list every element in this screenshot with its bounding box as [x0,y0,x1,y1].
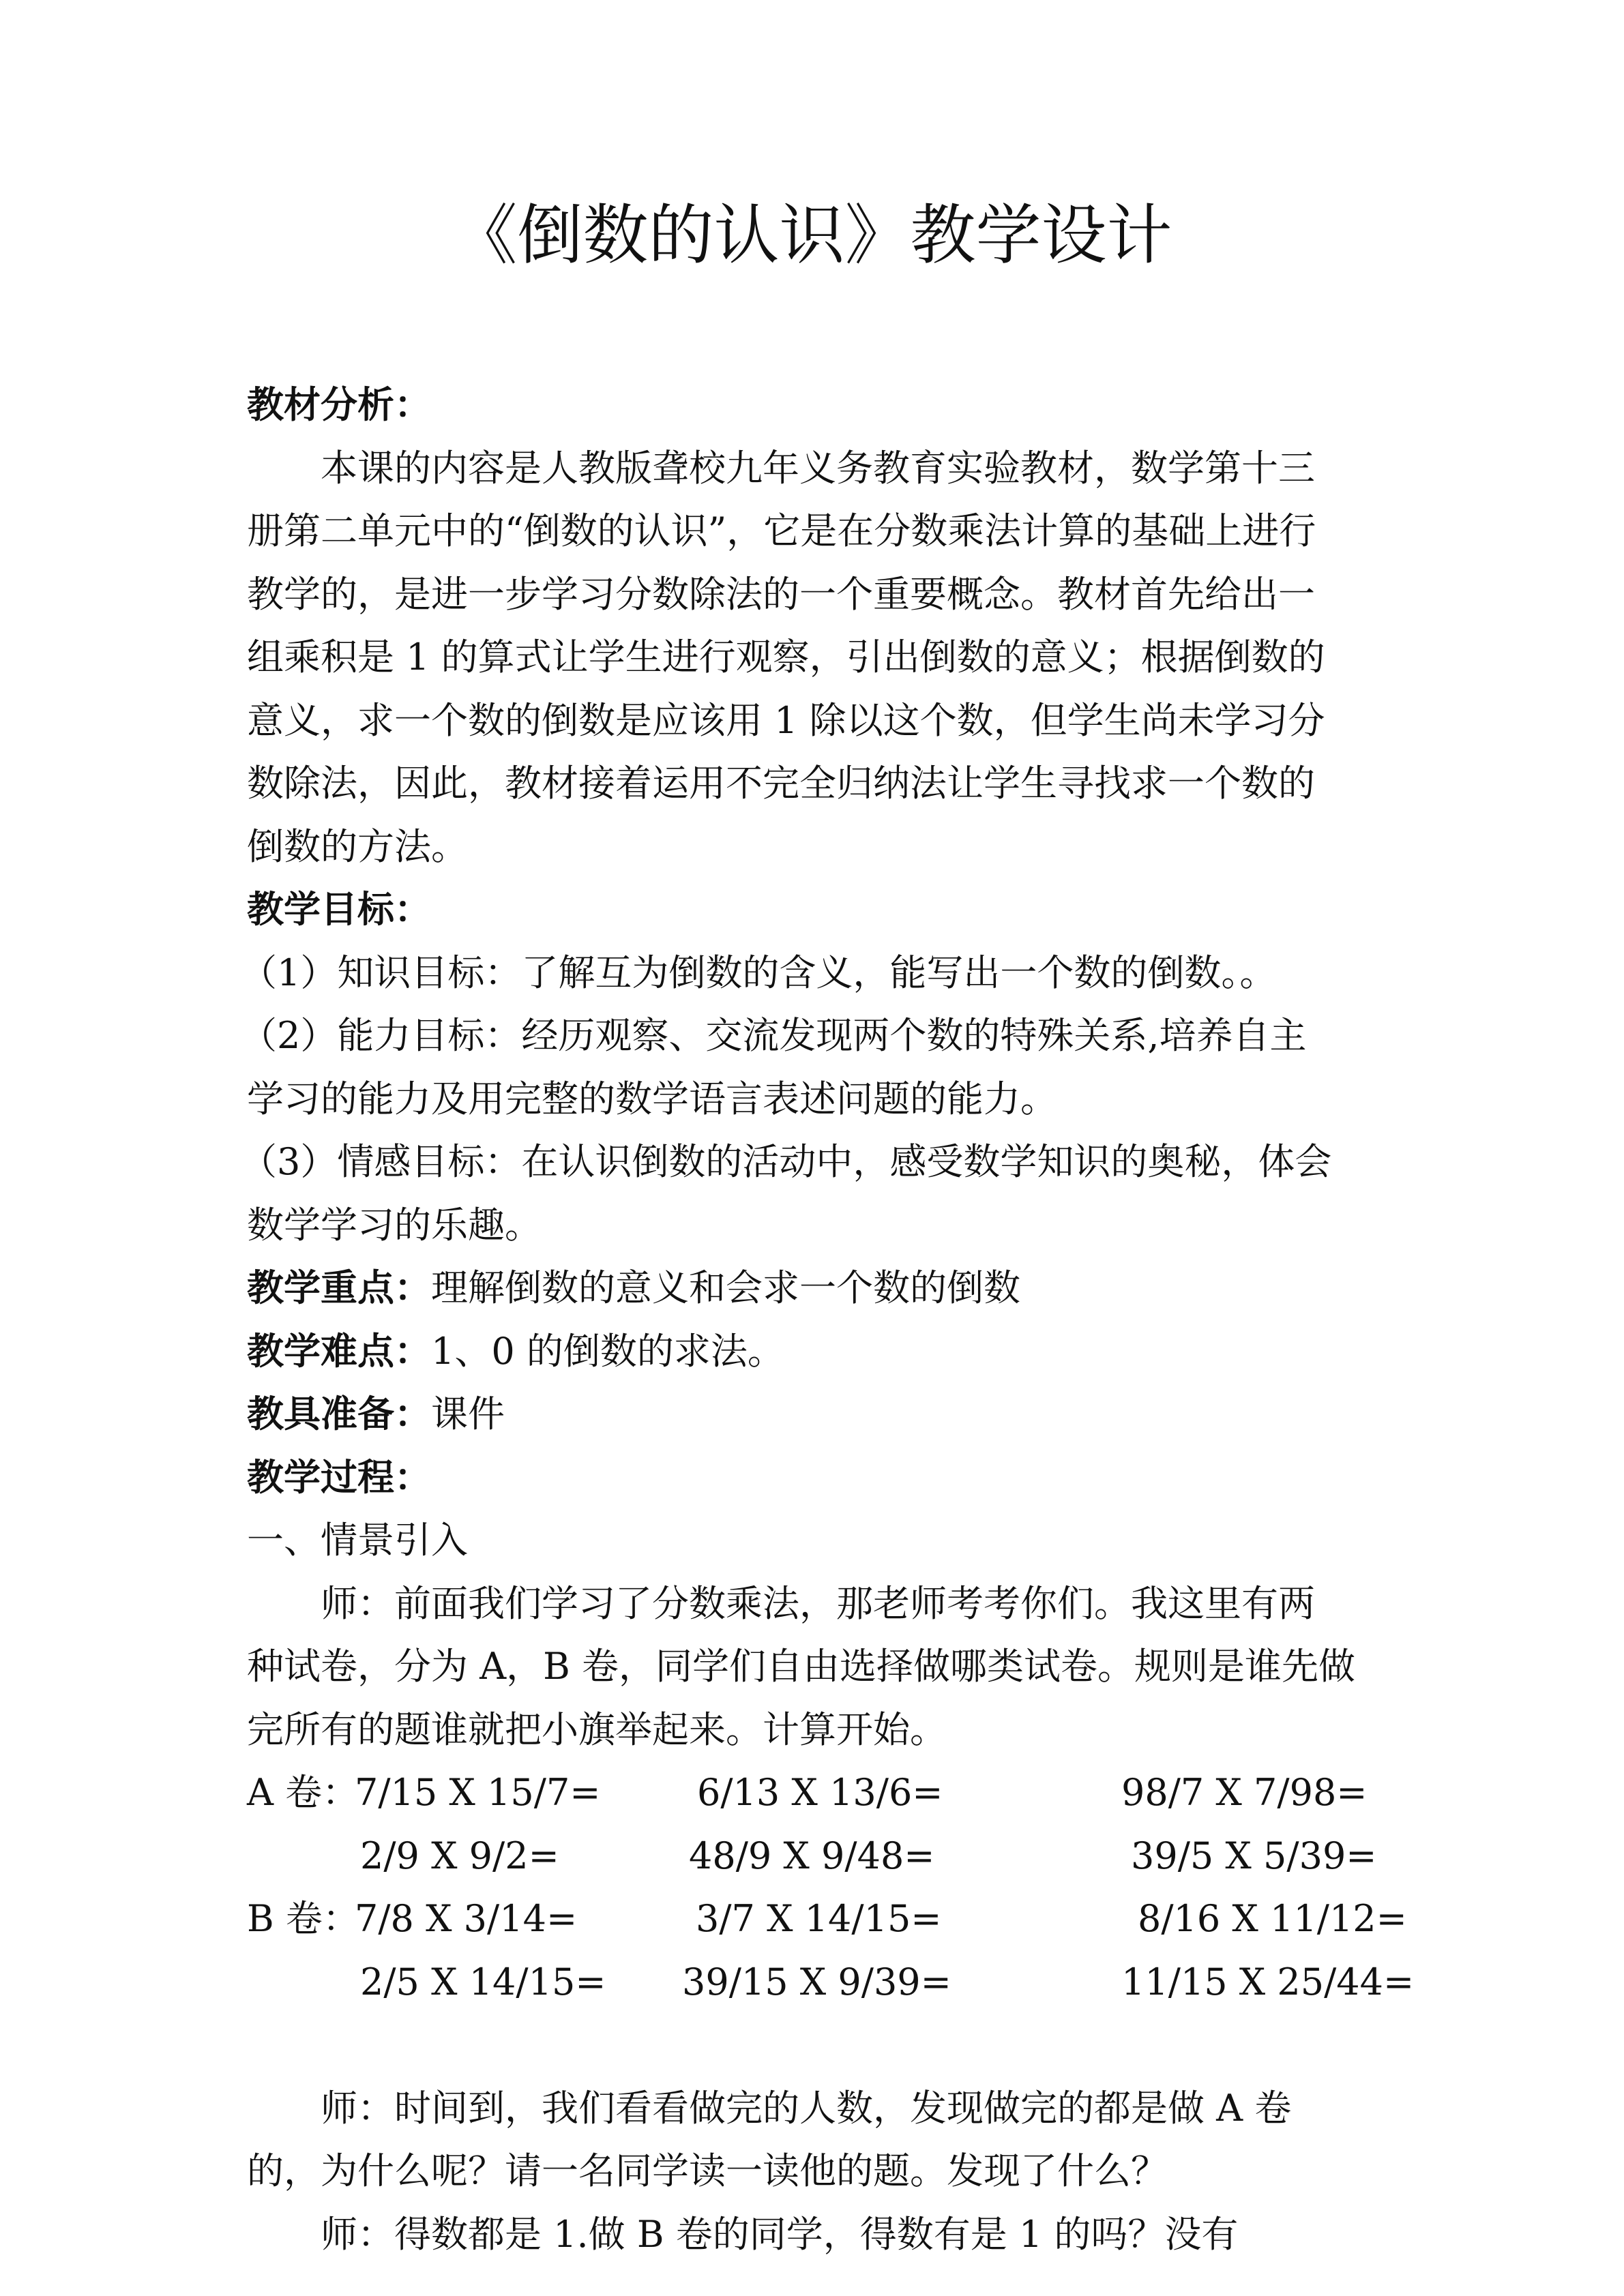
goal-line: （2）能力目标：经历观察、交流发现两个数的特殊关系,培养自主 [240,1014,1307,1057]
difficulty-row [247,1320,1386,1384]
analysis-line: 数除法，因此，教材接着运用不完全归纳法让学生寻找求一个数的 [247,762,1315,805]
exercise-item: 3/7 X 14/15= [696,1897,942,1940]
goal-line: 数学学习的乐趣。 [247,1203,542,1247]
teacher-line: 种试卷，分为 A，B 卷，同学们自由选择做哪类试卷。规则是谁先做 [247,1645,1356,1688]
analysis-line: 本课的内容是人教版聋校九年义务教育实验教材，数学第十三 [321,446,1315,490]
goal-line: （3）情感目标：在认识倒数的活动中，感受数学知识的奥秘，体会 [240,1140,1332,1183]
analysis-line: 教学的，是进一步学习分数除法的一个重要概念。教材首先给出一 [247,572,1315,616]
teacher-line: 师：时间到，我们看看做完的人数，发现做完的都是做 A 卷 [321,2086,1292,2130]
analysis-heading: 教材分析： [247,383,431,426]
analysis-line: 意义，求一个数的倒数是应该用 1 除以这个数，但学生尚未学习分 [247,698,1325,742]
page-title: 《倒数的认识》教学设计 [452,197,1172,273]
key-point-label: 教学重点： [247,1266,431,1309]
exercise-item: 98/7 X 7/98= [1121,1771,1368,1814]
exercise-item: 48/9 X 9/48= [689,1834,935,1877]
tools-text: 课件 [431,1392,505,1435]
teacher-line: 完所有的题谁就把小旗举起来。计算开始。 [247,1708,947,1751]
exercise-item: 7/15 X 15/7= [355,1771,601,1814]
key-point-row [247,1257,1386,1320]
spacer [247,2014,1386,2077]
exercise-item: 39/5 X 5/39= [1131,1834,1377,1877]
exercise-item: 8/16 X 11/12= [1138,1897,1407,1940]
goal-line: （1）知识目标：了解互为倒数的含义，能写出一个数的倒数。。 [240,951,1277,994]
exercise-item: 11/15 X 25/44= [1121,1960,1415,2003]
goal-line: 学习的能力及用完整的数学语言表述问题的能力。 [247,1077,1057,1120]
teacher-line: 师：得数都是 1.做 B 卷的同学，得数有是 1 的吗？没有 [321,2212,1239,2256]
teacher-line: 师：前面我们学习了分数乘法，那老师考考你们。我这里有两 [321,1581,1315,1625]
process-heading: 教学过程： [247,1455,431,1499]
analysis-line: 册第二单元中的“倒数的认识”，它是在分数乘法计算的基础上进行 [247,509,1316,552]
exercise-row-b1 [247,1888,1407,1951]
analysis-line: 组乘积是 1 的算式让学生进行观察，引出倒数的意义；根据倒数的 [247,636,1325,679]
analysis-line: 倒数的方法。 [247,824,468,868]
teacher-line: 的，为什么呢？请一名同学读一读他的题。发现了什么？ [247,2149,1168,2192]
exercise-item: 2/9 X 9/2= [360,1834,559,1877]
document-body [240,374,1415,2266]
difficulty-text: 1、0 的倒数的求法。 [431,1329,784,1373]
goals-heading: 教学目标： [247,888,431,931]
exercise-a-label: A 卷： [247,1771,359,1814]
exercise-row-a2 [247,1825,1386,1888]
difficulty-label: 教学难点： [247,1329,431,1373]
exercise-item: 6/13 X 13/6= [697,1771,943,1814]
exercise-item: 39/15 X 9/39= [682,1960,951,2003]
key-point-text: 理解倒数的意义和会求一个数的倒数 [431,1266,1020,1309]
exercise-row-a1 [247,1761,1386,1825]
exercise-b-label: B 卷： [247,1897,359,1940]
step-heading: 一、情景引入 [247,1519,468,1562]
tools-label: 教具准备： [247,1392,431,1435]
exercise-item: 7/8 X 3/14= [355,1897,578,1940]
tools-row [247,1383,1386,1446]
exercise-item: 2/5 X 14/15= [360,1960,606,2003]
exercise-row-b2 [247,1951,1415,2014]
